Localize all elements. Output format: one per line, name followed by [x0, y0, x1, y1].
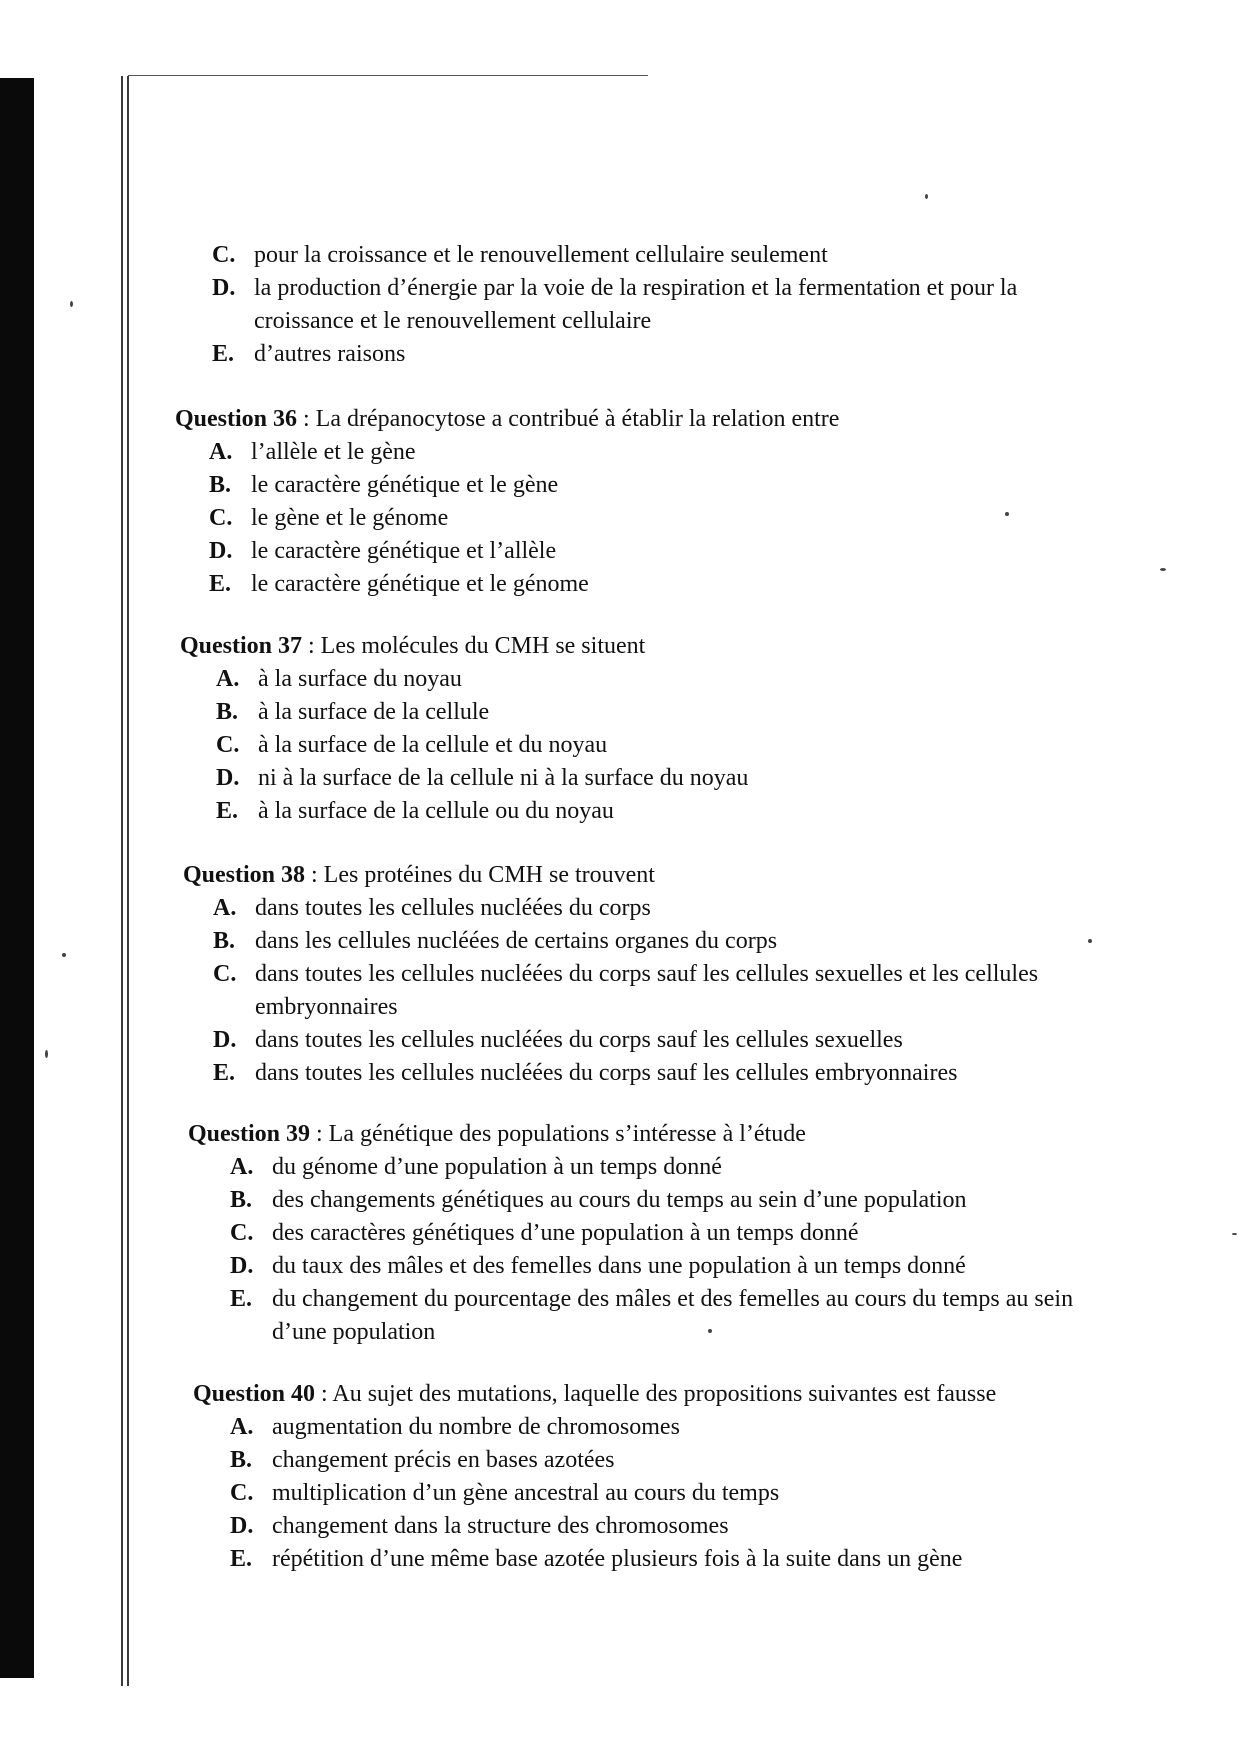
option-letter: E.	[212, 341, 235, 367]
option-text: à la surface de la cellule et du noyau	[258, 732, 608, 758]
option-d	[230, 1250, 1108, 1283]
option-text: augmentation du nombre de chromosomes	[272, 1414, 680, 1440]
option-letter: C.	[216, 732, 240, 758]
option-text: répétition d’une même base azotée plusieurs fois à la suite dans un gène	[272, 1546, 963, 1572]
option-letter: E.	[230, 1546, 253, 1572]
question-number: Question 40	[193, 1381, 316, 1407]
option-text: multiplication d’un gène ancestral au cours du temps	[272, 1480, 780, 1506]
scan-speck	[1160, 568, 1166, 571]
option-text: dans les cellules nucléées de certains organes du corps	[255, 928, 778, 954]
scan-speck	[62, 953, 66, 957]
option-letter: A.	[209, 439, 233, 465]
option-e	[209, 568, 1075, 601]
question-heading	[175, 403, 1075, 436]
option-text: le caractère génétique et le génome	[251, 571, 589, 597]
option-c	[209, 502, 1075, 535]
question-heading	[180, 630, 1080, 663]
option-letter: E.	[230, 1286, 253, 1312]
option-letter: E.	[213, 1060, 236, 1086]
option-letter: C.	[230, 1220, 254, 1246]
option-d	[212, 272, 1096, 338]
option-text: dans toutes les cellules nucléées du corps	[255, 895, 651, 921]
option-text: du changement du pourcentage des mâles et des femelles au cours du temps au sein d’une population	[272, 1286, 1074, 1345]
question-prompt: : La drépanocytose a contribué à établir la relation entre	[297, 406, 840, 432]
question-prompt: : Les molécules du CMH se situent	[302, 633, 646, 659]
option-a	[216, 663, 1080, 696]
option-letter: B.	[216, 699, 239, 725]
option-letter: B.	[230, 1447, 253, 1473]
option-letter: C.	[213, 961, 237, 987]
option-letter: A.	[230, 1414, 254, 1440]
option-d	[216, 762, 1080, 795]
option-c	[212, 239, 1092, 272]
option-text: l’allèle et le gène	[251, 439, 416, 465]
option-e	[213, 1057, 1103, 1090]
option-text: la production d’énergie par la voie de la respiration et la fermentation et pour la croissance et le renouvellement cellulaire	[254, 275, 1018, 334]
option-letter: B.	[209, 472, 232, 498]
option-text: le caractère génétique et le gène	[251, 472, 559, 498]
option-b	[230, 1444, 1113, 1477]
question-heading	[183, 859, 1103, 892]
option-b	[230, 1184, 1108, 1217]
margin-line-left	[121, 76, 123, 1686]
option-text: changement dans la structure des chromosomes	[272, 1513, 729, 1539]
option-letter: D.	[230, 1513, 254, 1539]
option-b	[213, 925, 1103, 958]
option-e	[212, 338, 1092, 371]
option-text: pour la croissance et le renouvellement cellulaire seulement	[254, 242, 828, 268]
scan-top-line	[128, 75, 648, 76]
option-letter: D.	[213, 1027, 237, 1053]
question-number: Question 36	[175, 406, 298, 432]
question-prompt: : Au sujet des mutations, laquelle des propositions suivantes est fausse	[315, 1381, 997, 1407]
option-letter: D.	[230, 1253, 254, 1279]
option-e	[216, 795, 1080, 828]
option-letter: D.	[212, 275, 236, 301]
question-number: Question 37	[180, 633, 303, 659]
scan-speck	[45, 1050, 48, 1058]
option-b	[216, 696, 1080, 729]
option-text: le gène et le génome	[251, 505, 449, 531]
option-c	[230, 1217, 1108, 1250]
option-text: d’autres raisons	[254, 341, 406, 367]
scan-speck	[925, 194, 928, 199]
option-letter: A.	[216, 666, 240, 692]
margin-line-right	[127, 76, 129, 1686]
question-heading	[188, 1118, 1108, 1151]
question-36	[175, 403, 1075, 601]
question-38	[183, 859, 1103, 1090]
question-prompt: : La génétique des populations s’intéresse à l’étude	[310, 1121, 806, 1147]
option-e	[230, 1543, 1113, 1576]
option-text: des caractères génétiques d’une population à un temps donné	[272, 1220, 859, 1246]
option-letter: B.	[213, 928, 236, 954]
option-a	[230, 1151, 1108, 1184]
question-heading	[193, 1378, 1073, 1411]
question-number: Question 39	[188, 1121, 311, 1147]
question-prompt: : Les protéines du CMH se trouvent	[305, 862, 655, 888]
option-list	[183, 892, 1103, 1090]
option-text: à la surface de la cellule	[258, 699, 490, 725]
scan-speck	[70, 301, 73, 307]
question-37	[180, 630, 1080, 828]
option-d	[230, 1510, 1113, 1543]
option-letter: C.	[209, 505, 233, 531]
option-a	[209, 436, 1075, 469]
option-text: du génome d’une population à un temps donné	[272, 1154, 722, 1180]
option-a	[213, 892, 1103, 925]
option-text: du taux des mâles et des femelles dans une population à un temps donné	[272, 1253, 966, 1279]
option-letter: C.	[212, 242, 236, 268]
option-letter: B.	[230, 1187, 253, 1213]
option-text: à la surface de la cellule ou du noyau	[258, 798, 614, 824]
option-text: dans toutes les cellules nucléées du corps sauf les cellules embryonnaires	[255, 1060, 958, 1086]
option-text: des changements génétiques au cours du temps au sein d’une population	[272, 1187, 967, 1213]
option-c	[213, 958, 1105, 1024]
option-letter: A.	[230, 1154, 254, 1180]
option-c	[216, 729, 1080, 762]
scan-edge-bar	[0, 78, 34, 1678]
option-letter: A.	[213, 895, 237, 921]
question-number: Question 38	[183, 862, 306, 888]
scan-speck	[1232, 1233, 1237, 1235]
option-letter: D.	[216, 765, 240, 791]
option-c	[230, 1477, 1113, 1510]
option-d	[213, 1024, 1103, 1057]
question-39	[188, 1118, 1108, 1349]
option-a	[230, 1411, 1113, 1444]
option-list	[193, 1411, 1113, 1576]
option-text: le caractère génétique et l’allèle	[251, 538, 557, 564]
option-b	[209, 469, 1075, 502]
option-letter: C.	[230, 1480, 254, 1506]
option-text: à la surface du noyau	[258, 666, 462, 692]
option-text: ni à la surface de la cellule ni à la surface du noyau	[258, 765, 749, 791]
option-list	[175, 436, 1075, 601]
question-35-continuation	[212, 239, 1092, 371]
option-e	[230, 1283, 1082, 1349]
option-text: changement précis en bases azotées	[272, 1447, 615, 1473]
option-letter: D.	[209, 538, 233, 564]
option-list	[180, 663, 1080, 828]
option-list	[188, 1151, 1108, 1349]
option-text: dans toutes les cellules nucléées du corps sauf les cellules sexuelles et les cellules embryonnaires	[255, 961, 1039, 1020]
question-40	[193, 1378, 1113, 1576]
option-text: dans toutes les cellules nucléées du corps sauf les cellules sexuelles	[255, 1027, 903, 1053]
option-d	[209, 535, 1075, 568]
option-letter: E.	[216, 798, 239, 824]
option-letter: E.	[209, 571, 232, 597]
